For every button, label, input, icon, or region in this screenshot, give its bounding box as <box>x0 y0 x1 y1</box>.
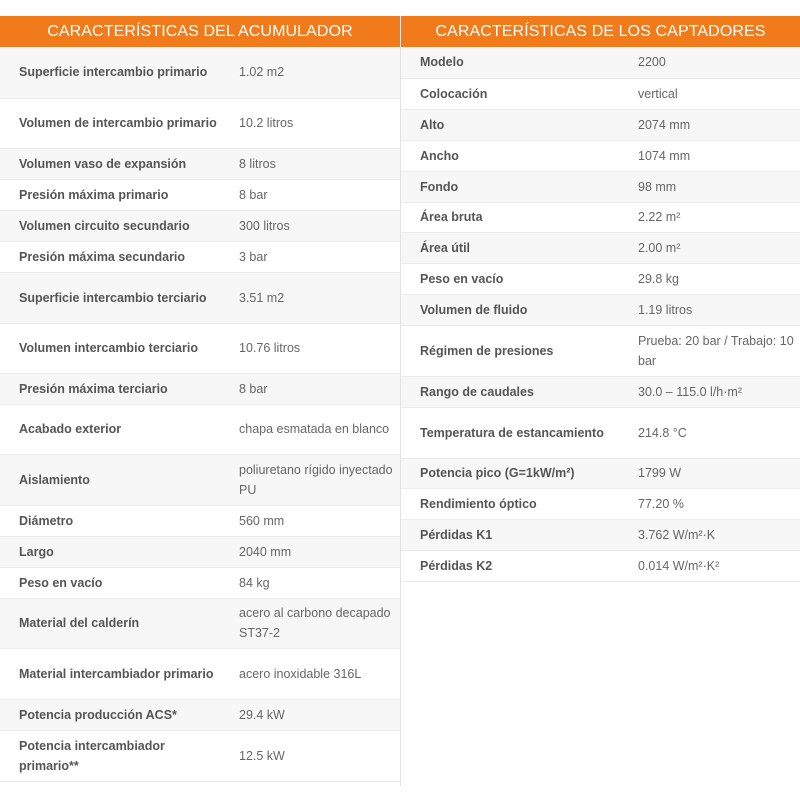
spec-value: acero inoxidable 316L <box>239 666 362 681</box>
spec-label: Volumen intercambio terciario <box>19 341 198 355</box>
spec-label: Potencia intercambiador primario** <box>19 738 165 773</box>
collectors-table <box>401 47 800 582</box>
spec-label: Potencia producción ACS* <box>19 707 177 722</box>
spec-label: Aislamiento <box>19 472 90 487</box>
spec-label: Superficie intercambio terciario <box>19 290 207 305</box>
spec-value: 10.2 litros <box>239 116 294 130</box>
spec-value: 560 mm <box>239 513 285 528</box>
accumulator-table <box>0 47 400 782</box>
spec-label: Volumen vaso de expansión <box>19 156 187 171</box>
spec-value: 1074 mm <box>638 148 691 163</box>
table-row <box>0 505 400 536</box>
spec-label: Material del calderín <box>19 616 140 630</box>
collectors-header: CARACTERÍSTICAS DE LOS CAPTADORES <box>401 16 800 47</box>
spec-label: Peso en vacío <box>420 271 504 286</box>
spec-label: Peso en vacío <box>19 575 103 590</box>
spec-label: Presión máxima terciario <box>19 381 168 396</box>
table-row <box>0 323 400 373</box>
spec-label: Volumen de intercambio primario <box>19 116 217 130</box>
spec-label: Volumen de fluido <box>420 302 528 317</box>
spec-label: Modelo <box>420 55 464 70</box>
spec-value: 2074 mm <box>638 117 691 132</box>
table-row <box>401 78 800 109</box>
spec-value: 2200 <box>638 55 666 70</box>
table-row <box>0 210 400 241</box>
spec-label: Material intercambiador primario <box>19 666 214 681</box>
spec-value: poliuretano rígido inyectado PU <box>239 462 393 497</box>
spec-label: Largo <box>19 544 54 559</box>
spec-value: 8 bar <box>239 381 268 396</box>
spec-value: Prueba: 20 bar / Trabajo: 10 bar <box>638 333 794 368</box>
table-row <box>401 109 800 140</box>
table-row <box>401 263 800 294</box>
spec-value: 214.8 °C <box>638 425 687 440</box>
spec-value: 98 mm <box>638 179 677 194</box>
spec-value: 1799 W <box>638 466 682 480</box>
spec-value: acero al carbono decapado ST37-2 <box>239 606 391 640</box>
spec-value: 8 litros <box>239 156 276 171</box>
spec-label: Rango de caudales <box>420 384 534 399</box>
table-row <box>0 404 400 454</box>
spec-label: Régimen de presiones <box>420 343 554 358</box>
spec-value: vertical <box>638 86 678 101</box>
spec-value: 77.20 % <box>638 496 684 511</box>
table-row <box>0 730 400 781</box>
table-row <box>401 294 800 325</box>
spec-label: Pérdidas K1 <box>420 527 493 542</box>
spec-value: 3 bar <box>239 249 268 264</box>
spec-label: Presión máxima primario <box>19 187 169 202</box>
table-row <box>401 488 800 519</box>
spec-value: 1.19 litros <box>638 302 693 317</box>
spec-label: Rendimiento óptico <box>420 496 537 511</box>
table-row <box>0 47 400 98</box>
table-row <box>401 519 800 550</box>
spec-label: Temperatura de estancamiento <box>420 425 604 440</box>
collectors-panel <box>401 16 800 582</box>
table-row <box>401 47 800 78</box>
table-row <box>0 598 400 648</box>
table-row <box>401 202 800 232</box>
table-row <box>0 648 400 699</box>
spec-value: 1.02 m2 <box>239 65 285 80</box>
table-row <box>0 241 400 272</box>
spec-value: 10.76 litros <box>239 341 301 355</box>
spec-label: Presión máxima secundario <box>19 249 186 264</box>
table-row <box>0 272 400 323</box>
table-row <box>401 458 800 488</box>
table-row <box>401 325 800 376</box>
spec-label: Área bruta <box>420 210 483 224</box>
table-row <box>0 536 400 567</box>
spec-label: Superficie intercambio primario <box>19 65 208 80</box>
spec-label: Alto <box>420 117 445 132</box>
spec-label: Acabado exterior <box>19 422 122 436</box>
spec-value: 29.4 kW <box>239 707 285 722</box>
spec-label: Diámetro <box>19 513 74 528</box>
spec-value: 2.00 m² <box>638 240 681 255</box>
table-row <box>401 140 800 171</box>
table-row <box>401 376 800 407</box>
spec-label: Ancho <box>420 148 459 163</box>
table-row <box>401 407 800 458</box>
table-row <box>0 179 400 210</box>
table-row <box>401 550 800 581</box>
table-row <box>0 98 400 148</box>
spec-label: Potencia pico (G=1kW/m²) <box>420 466 575 480</box>
table-row <box>0 373 400 404</box>
table-row <box>401 171 800 202</box>
table-row <box>0 699 400 730</box>
spec-value: chapa esmatada en blanco <box>239 422 390 436</box>
spec-value: 30.0 – 115.0 l/h·m² <box>638 384 742 399</box>
spec-value: 84 kg <box>239 575 270 590</box>
spec-value: 8 bar <box>239 187 268 202</box>
table-row <box>0 454 400 505</box>
accumulator-table-body <box>0 47 400 781</box>
table-row <box>0 148 400 179</box>
spec-label: Fondo <box>420 179 459 194</box>
table-row <box>401 232 800 263</box>
spec-label: Colocación <box>420 86 488 101</box>
collectors-table-body <box>401 47 800 581</box>
spec-value: 0.014 W/m²·K² <box>638 558 720 573</box>
spec-label: Volumen circuito secundario <box>19 218 190 233</box>
spec-value: 2.22 m² <box>638 210 681 224</box>
spec-value: 3.762 W/m²·K <box>638 527 716 542</box>
accumulator-header: CARACTERÍSTICAS DEL ACUMULADOR <box>0 16 400 47</box>
spec-value: 300 litros <box>239 218 290 233</box>
table-row <box>0 567 400 598</box>
spec-label: Pérdidas K2 <box>420 558 493 573</box>
spec-value: 12.5 kW <box>239 748 285 763</box>
spec-value: 3.51 m2 <box>239 290 285 305</box>
spec-value: 2040 mm <box>239 544 292 559</box>
spec-label: Área útil <box>420 240 471 255</box>
spec-value: 29.8 kg <box>638 271 680 286</box>
accumulator-panel <box>0 16 400 782</box>
